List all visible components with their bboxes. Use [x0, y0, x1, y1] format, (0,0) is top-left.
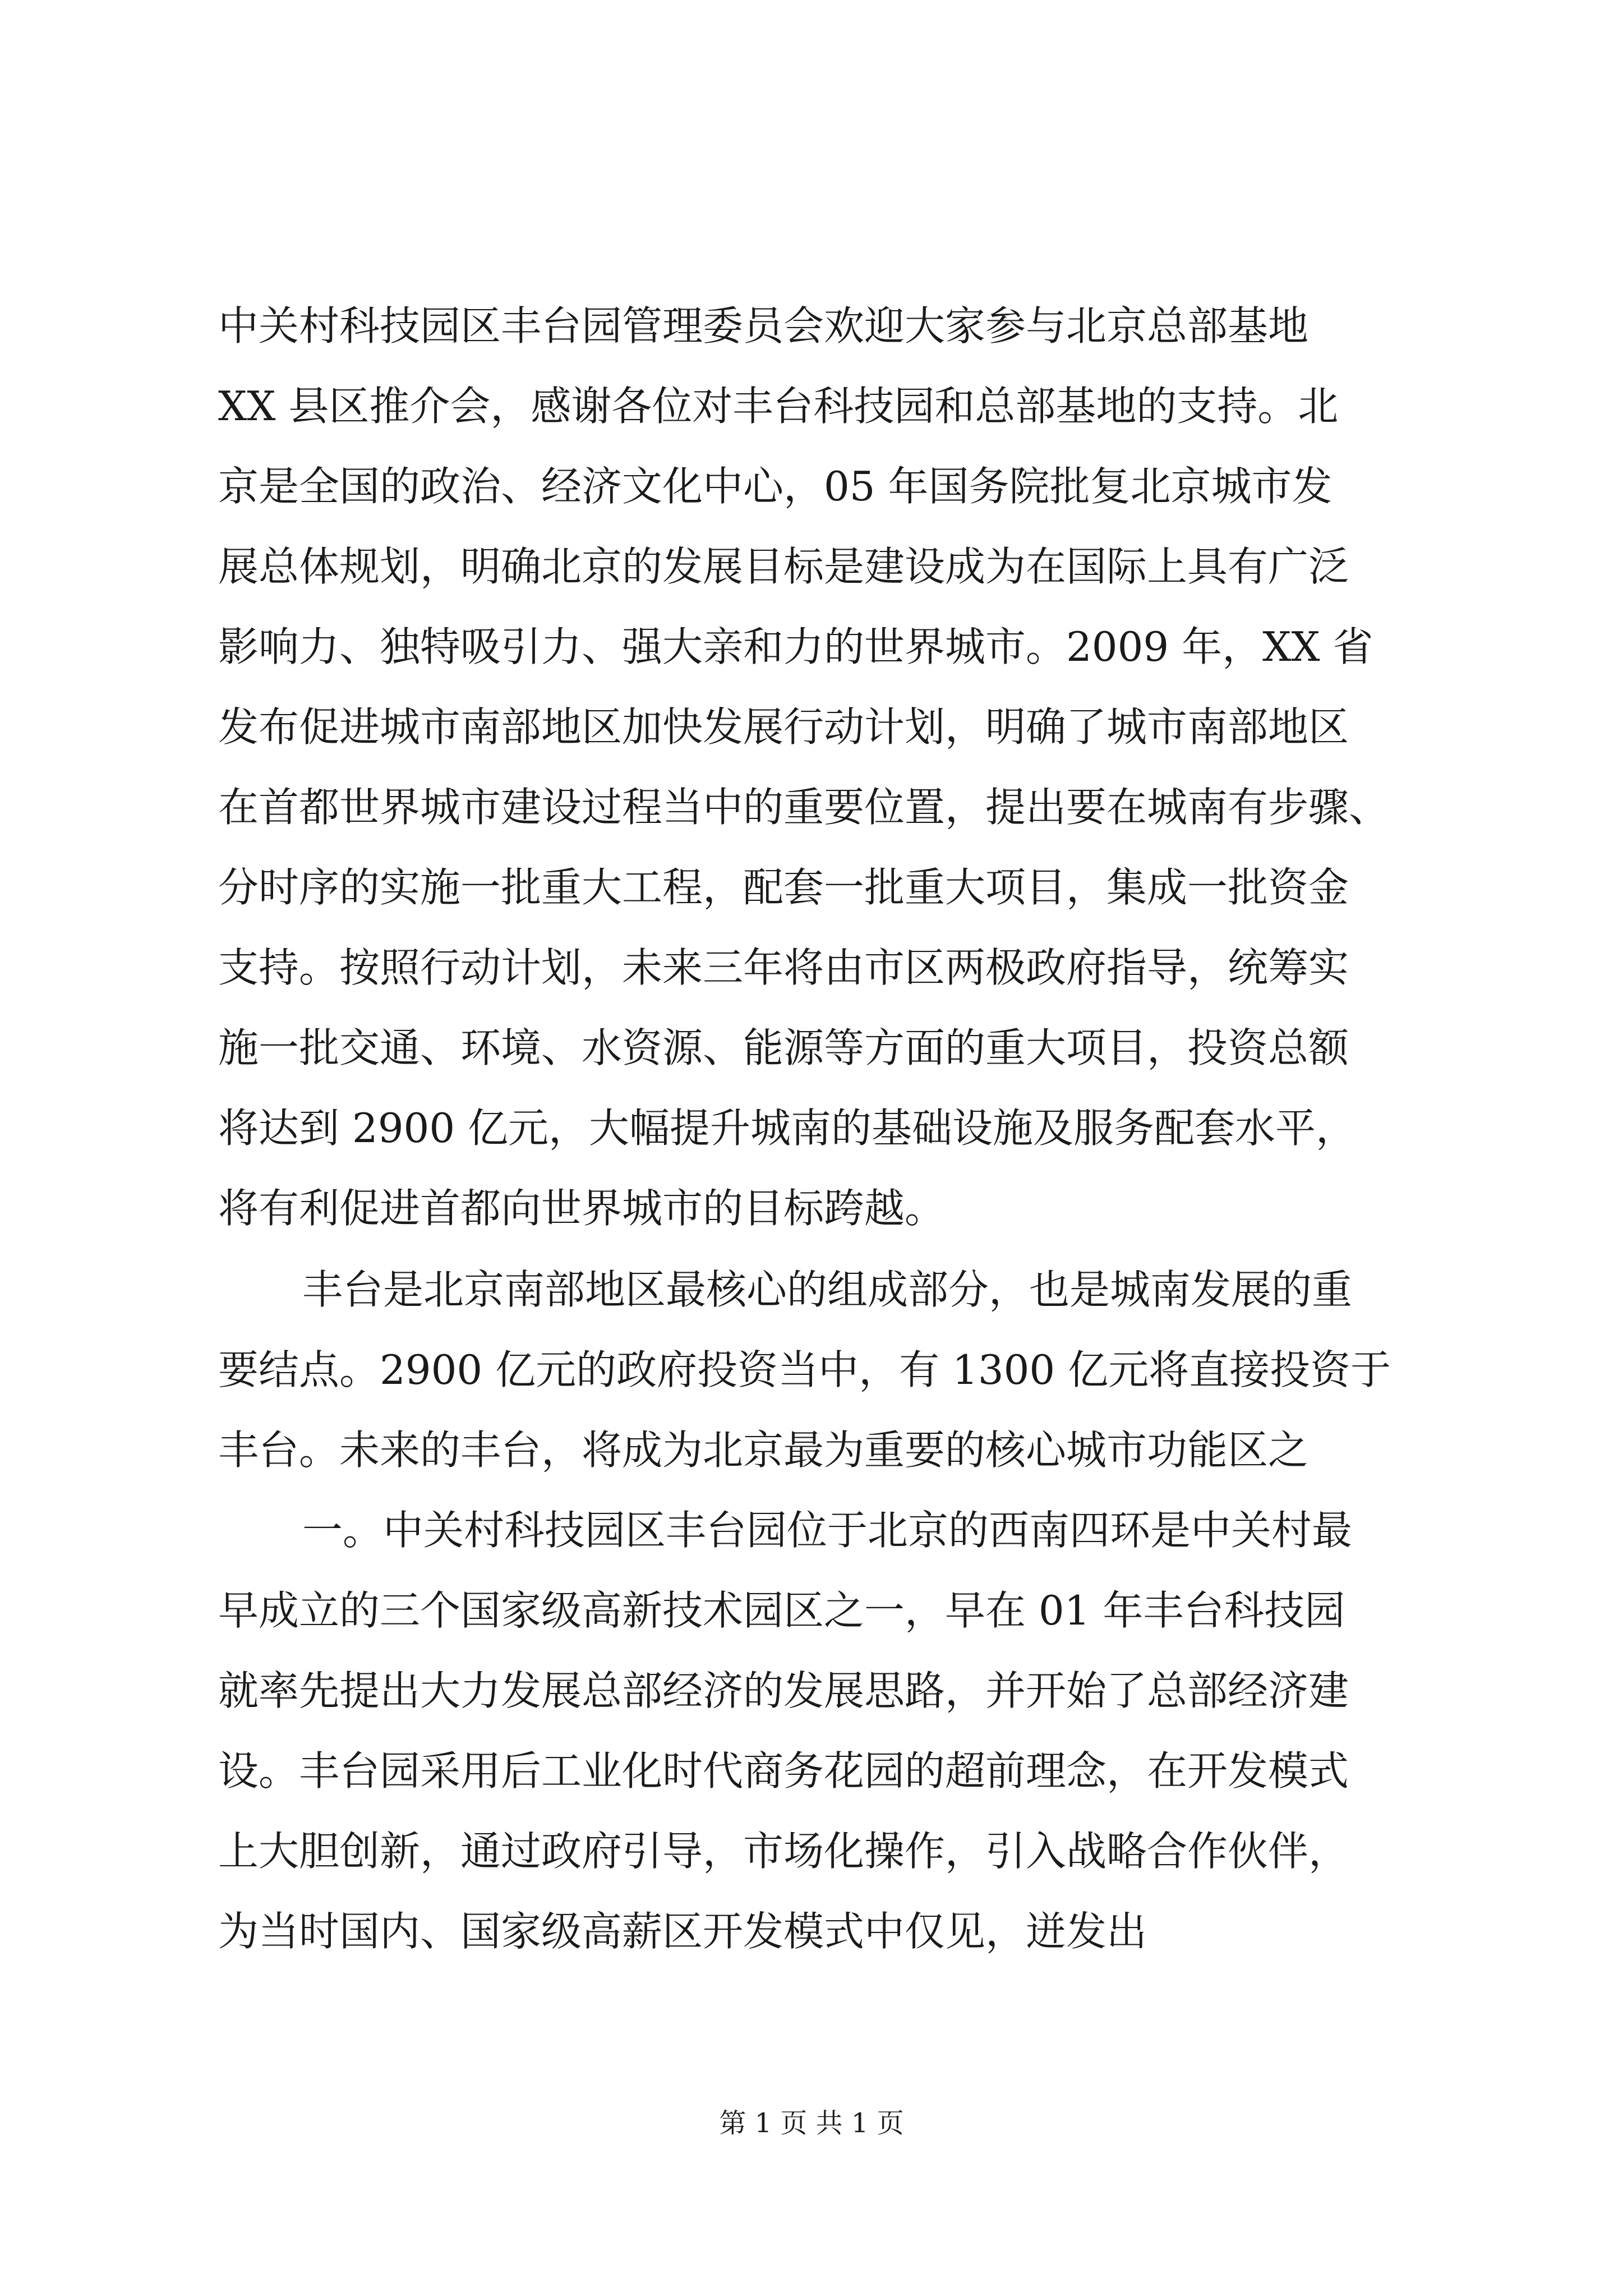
page-number-footer: 第 1 页 共 1 页: [719, 2108, 904, 2139]
text-line: 影响力、独特吸引力、强大亲和力的世界城市。2009 年，XX 省: [218, 623, 1373, 670]
text-line: 设。丰台园采用后工业化时代商务花园的超前理念，在开发模式: [218, 1747, 1349, 1795]
text-line: 为当时国内、国家级高薪区开发模式中仅见，迸发出: [218, 1908, 1147, 1955]
paragraph-first-line: 丰台是北京南部地区最核心的组成部分，也是城南发展的重: [302, 1266, 1353, 1313]
text-line: 施一批交通、环境、水资源、能源等方面的重大项目，投资总额: [218, 1024, 1349, 1071]
text-line: 要结点。2900 亿元的政府投资当中，有 1300 亿元将直接投资于: [218, 1346, 1391, 1393]
text-line: 支持。按照行动计划，未来三年将由市区两极政府指导，统筹实: [218, 944, 1349, 991]
text-line: 展总体规划，明确北京的发展目标是建设成为在国际上具有广泛: [218, 543, 1349, 590]
text-line: 在首都世界城市建设过程当中的重要位置，提出要在城南有步骤、: [218, 784, 1390, 831]
text-line: XX 县区推介会，感谢各位对丰台科技园和总部基地的支持。北: [218, 383, 1339, 430]
text-line: 丰台。未来的丰台，将成为北京最为重要的核心城市功能区之: [218, 1427, 1309, 1474]
text-line: 就率先提出大力发展总部经济的发展思路，并开始了总部经济建: [218, 1667, 1349, 1714]
text-line: 分时序的实施一批重大工程，配套一批重大项目，集成一批资金: [218, 864, 1349, 911]
text-line: 京是全国的政治、经济文化中心，05 年国务院批复北京城市发: [218, 463, 1332, 510]
text-line: 发布促进城市南部地区加快发展行动计划，明确了城市南部地区: [218, 703, 1349, 751]
text-line: 中关村科技园区丰台园管理委员会欢迎大家参与北京总部基地: [218, 302, 1309, 349]
text-line: 将达到 2900 亿元，大幅提升城南的基础设施及服务配套水平，: [218, 1105, 1357, 1152]
text-line: 上大胆创新，通过政府引导，市场化操作，引入战略合作伙伴，: [218, 1828, 1349, 1875]
text-line: 早成立的三个国家级高新技术园区之一，早在 01 年丰台科技园: [218, 1587, 1345, 1634]
text-line: 将有利促进首都向世界城市的目标跨越。: [218, 1185, 946, 1232]
paragraph-first-line: 一。中关村科技园区丰台园位于北京的西南四环是中关村最: [302, 1507, 1353, 1554]
